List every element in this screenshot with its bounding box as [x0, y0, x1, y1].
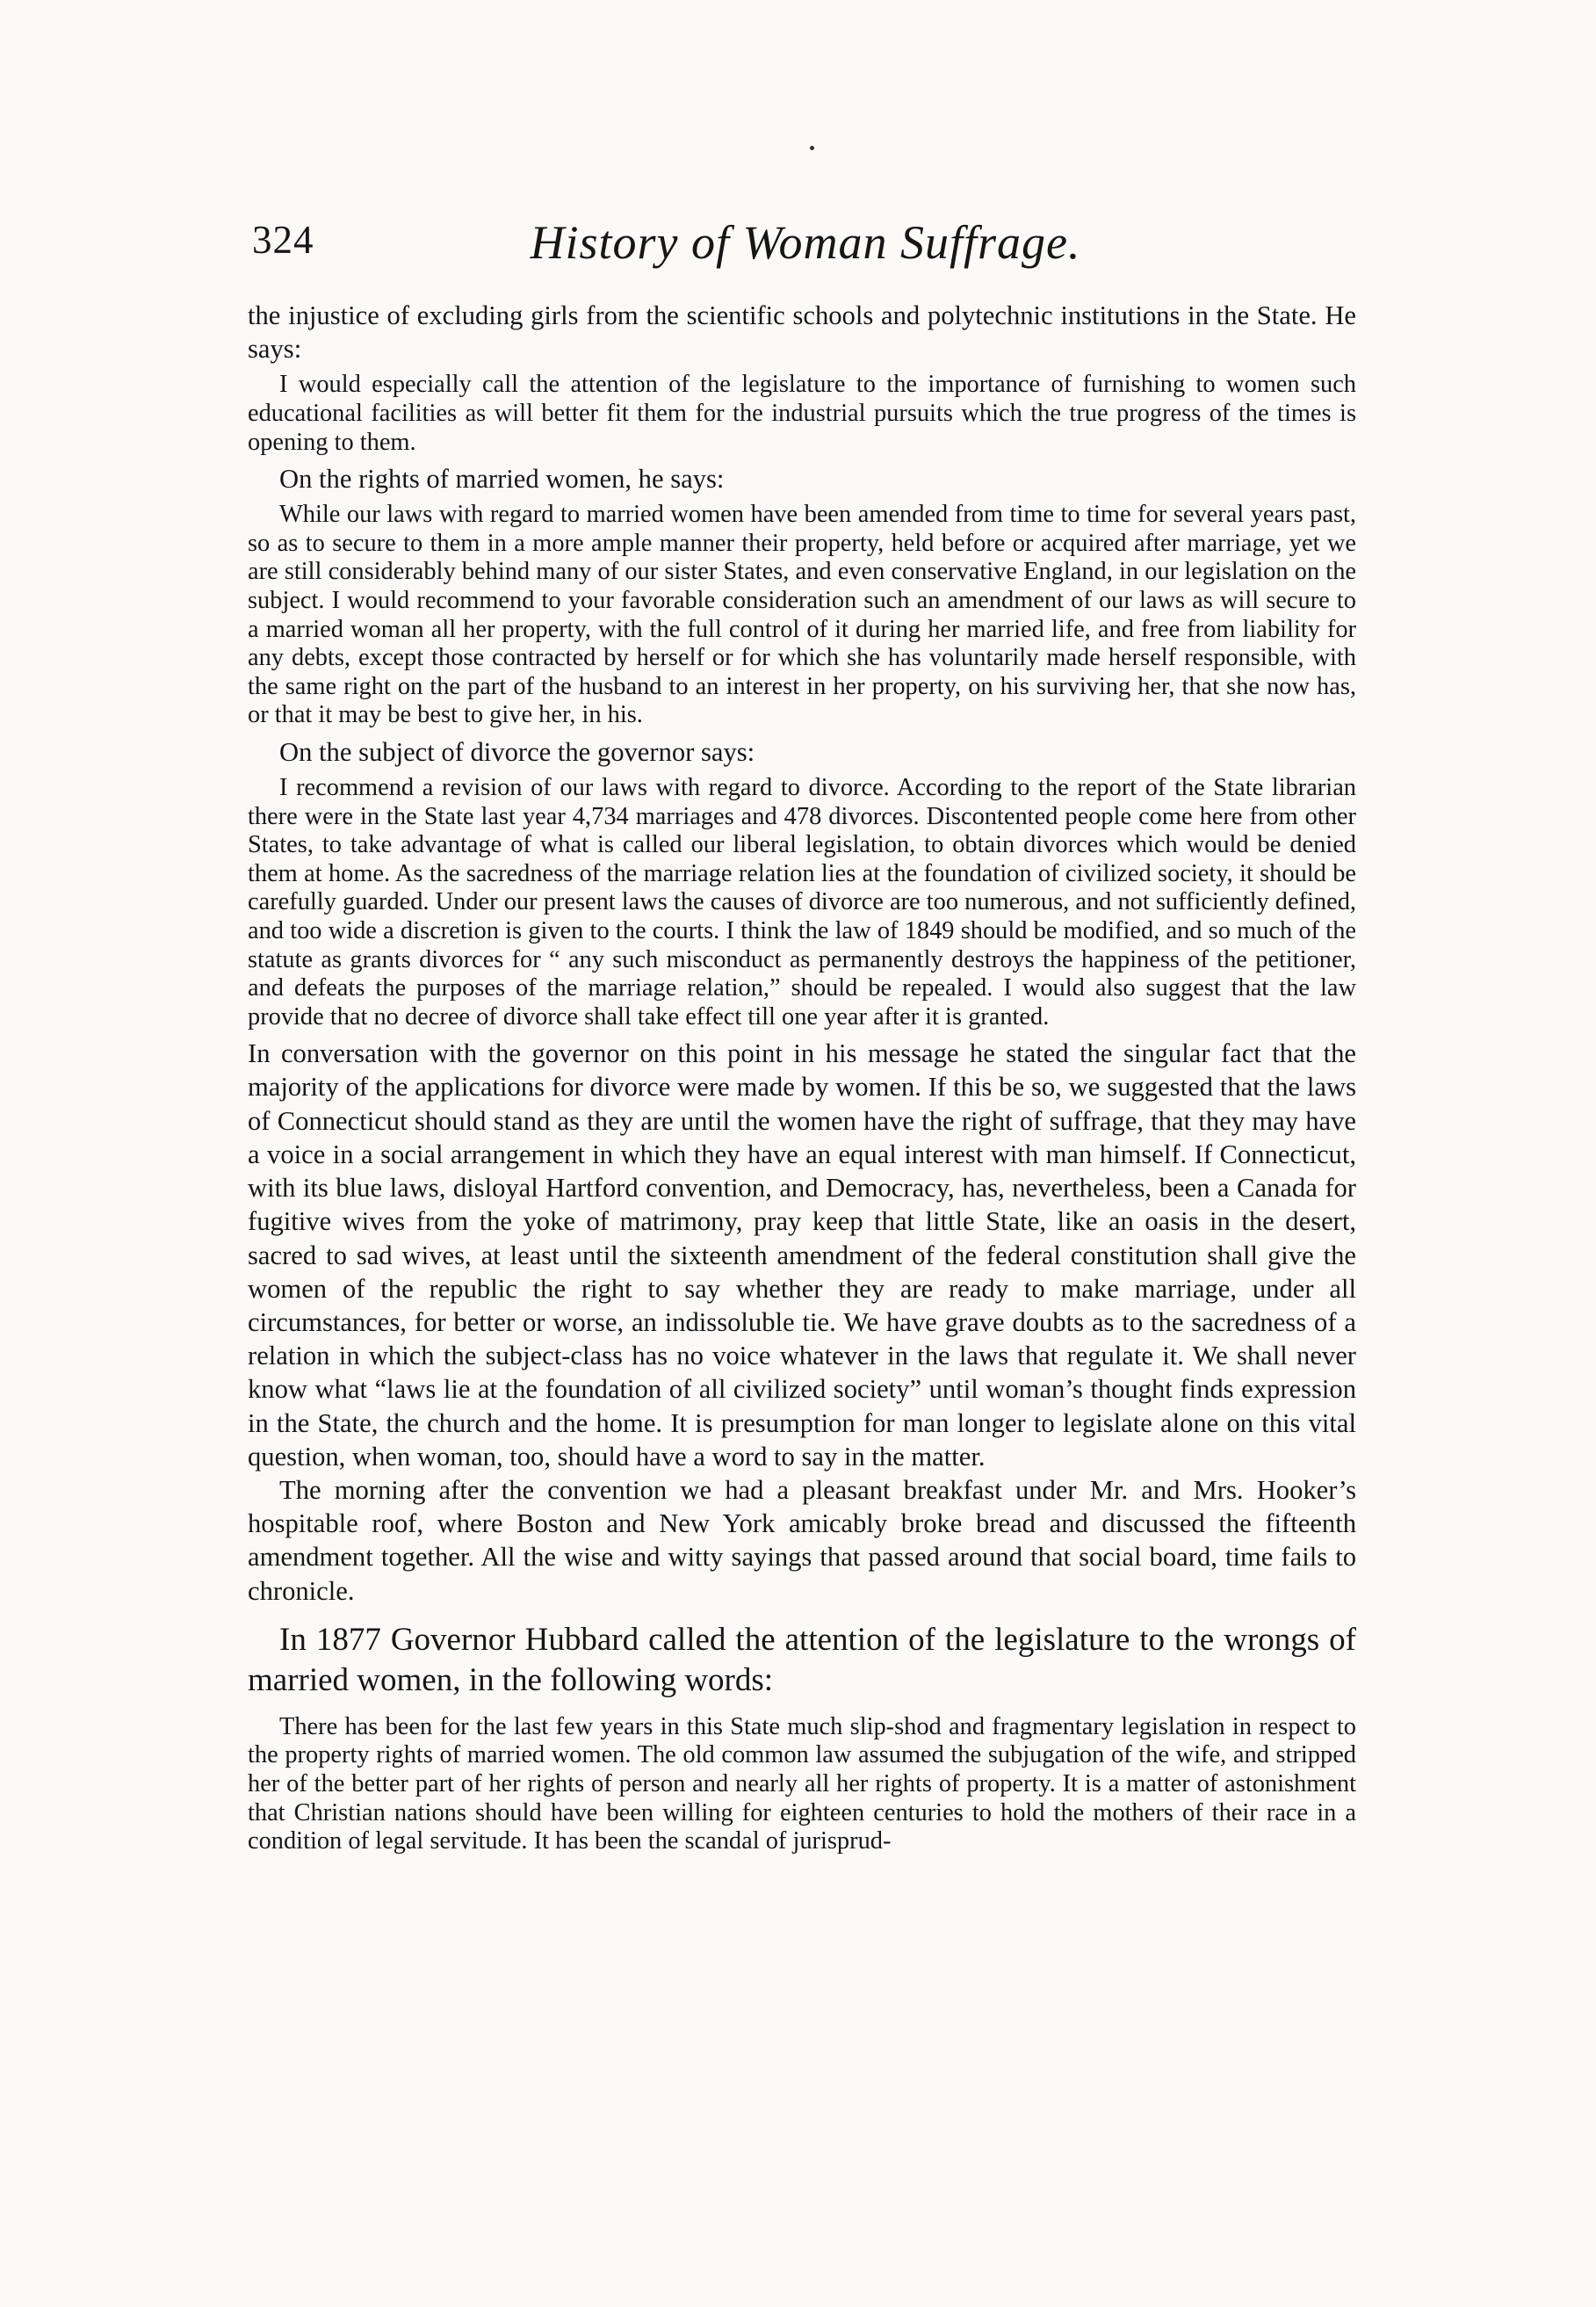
paragraph-breakfast: The morning after the convention we had a pleasant breakfast under Mr. and Mrs. Hooker’s hospitable roof, where Boston and New York amicably broke bread and discussed the fifteenth amendment together. All the wise and witty sayings that passed around that social board, time fails to chronicle.	[248, 1474, 1356, 1606]
quoted-message-education: I would especially call the attention of the legislature to the importance of furnishing to women such educational facilities as will better fit them for the industrial pursuits which the true progress of the times is opening to them.	[248, 371, 1356, 456]
paragraph-divorce-intro: On the subject of divorce the governor says:	[279, 736, 755, 767]
quoted-message-property-rights: There has been for the last few years in this State much slip-shod and fragmentary legislation in respect to the property rights of married women. The old common law assumed the subjugation of the wife, and stripped her of the better part of her rights of person and nearly all her rights of property. It is a matter of astonishment that Christian nations should have been willing for eighteen centuries to hold the mothers of their race in a condition of legal servitude. It has been the scandal of jurisprud-	[248, 1712, 1356, 1855]
page-number: 324	[252, 218, 314, 262]
quoted-message-married-women: While our laws with regard to married women have been amended from time to time for several years past, so as to secure to them in a more ample manner their property, held before or acquired after marriage, yet we are still considerably behind many of our sister States, and even conservative England, in our legislation on the subject. I would recommend to your favorable consideration such an amendment of our laws as will secure to a married woman all her property, with the full control of it during her married life, and free from liability for any debts, except those contracted by herself or for which she has voluntarily made herself responsible, with the same right on the part of the husband to an interest in her property, on his surviving her, that she now has, or that it may be best to give her, in his.	[248, 501, 1356, 729]
paragraph-married-women-intro: On the rights of married women, he says:	[279, 464, 725, 495]
quoted-message-divorce: I recommend a revision of our laws with regard to divorce. According to the report of the State librarian there were in the State last year 4,734 marriages and 478 divorces. Discontented people come here from other States, to take advantage of what is called our liberal legislation, to obtain divorces which would be denied them at home. As the sacredness of the marriage relation lies at the foundation of civilized society, it should be carefully guarded. Under our present laws the causes of divorce are too numerous, and not sufficiently defined, and too wide a discretion is given to the courts. I think the law of 1849 should be modified, and so much of the statute as grants divorces for “ any such misconduct as permanently destroys the happiness of the petitioner, and defeats the purposes of the marriage relation,” should be repealed. I would also suggest that the law provide that no decree of divorce shall take effect till one year after it is granted.	[248, 773, 1356, 1031]
continued-paragraph: the injustice of excluding girls from the scientific schools and polytechnic institutions in the State. He says:	[248, 300, 1356, 365]
page-body	[248, 299, 1356, 1862]
page-header	[252, 215, 1359, 277]
paragraph-conversation: In conversation with the governor on this point in his message he stated the singular fact that the majority of the applications for divorce were made by women. If this be so, we suggested that the laws of Connecticut should stand as they are until the women have the right of suffrage, that they may have a voice in a social arrangement in which they have an equal interest with man himself. If Connecticut, with its blue laws, disloyal Hartford convention, and Democracy, has, nevertheless, been a Canada for fugitive wives from the yoke of matrimony, pray keep that little State, like an oasis in the desert, sacred to sad wives, at least until the sixteenth amendment of the federal constitution shall give the women of the republic the right to say whether they are ready to make marriage, under all circumstances, for better or worse, an indissoluble tie. We have grave doubts as to the sacredness of a relation in which the subject-class has no voice whatever in the laws that regulate it. We shall never know what “laws lie at the foundation of all civilized society” until woman’s thought finds expression in the State, the church and the home. It is presumption for man longer to legislate alone on this vital question, when woman, too, should have a word to say in the matter.	[248, 1038, 1356, 1472]
ink-speck	[810, 146, 814, 150]
paragraph-governor-hubbard: In 1877 Governor Hubbard called the attention of the legislature to the wrongs of married women, in the following words:	[248, 1621, 1356, 1698]
running-title: History of Woman Suffrage.	[530, 216, 1081, 269]
